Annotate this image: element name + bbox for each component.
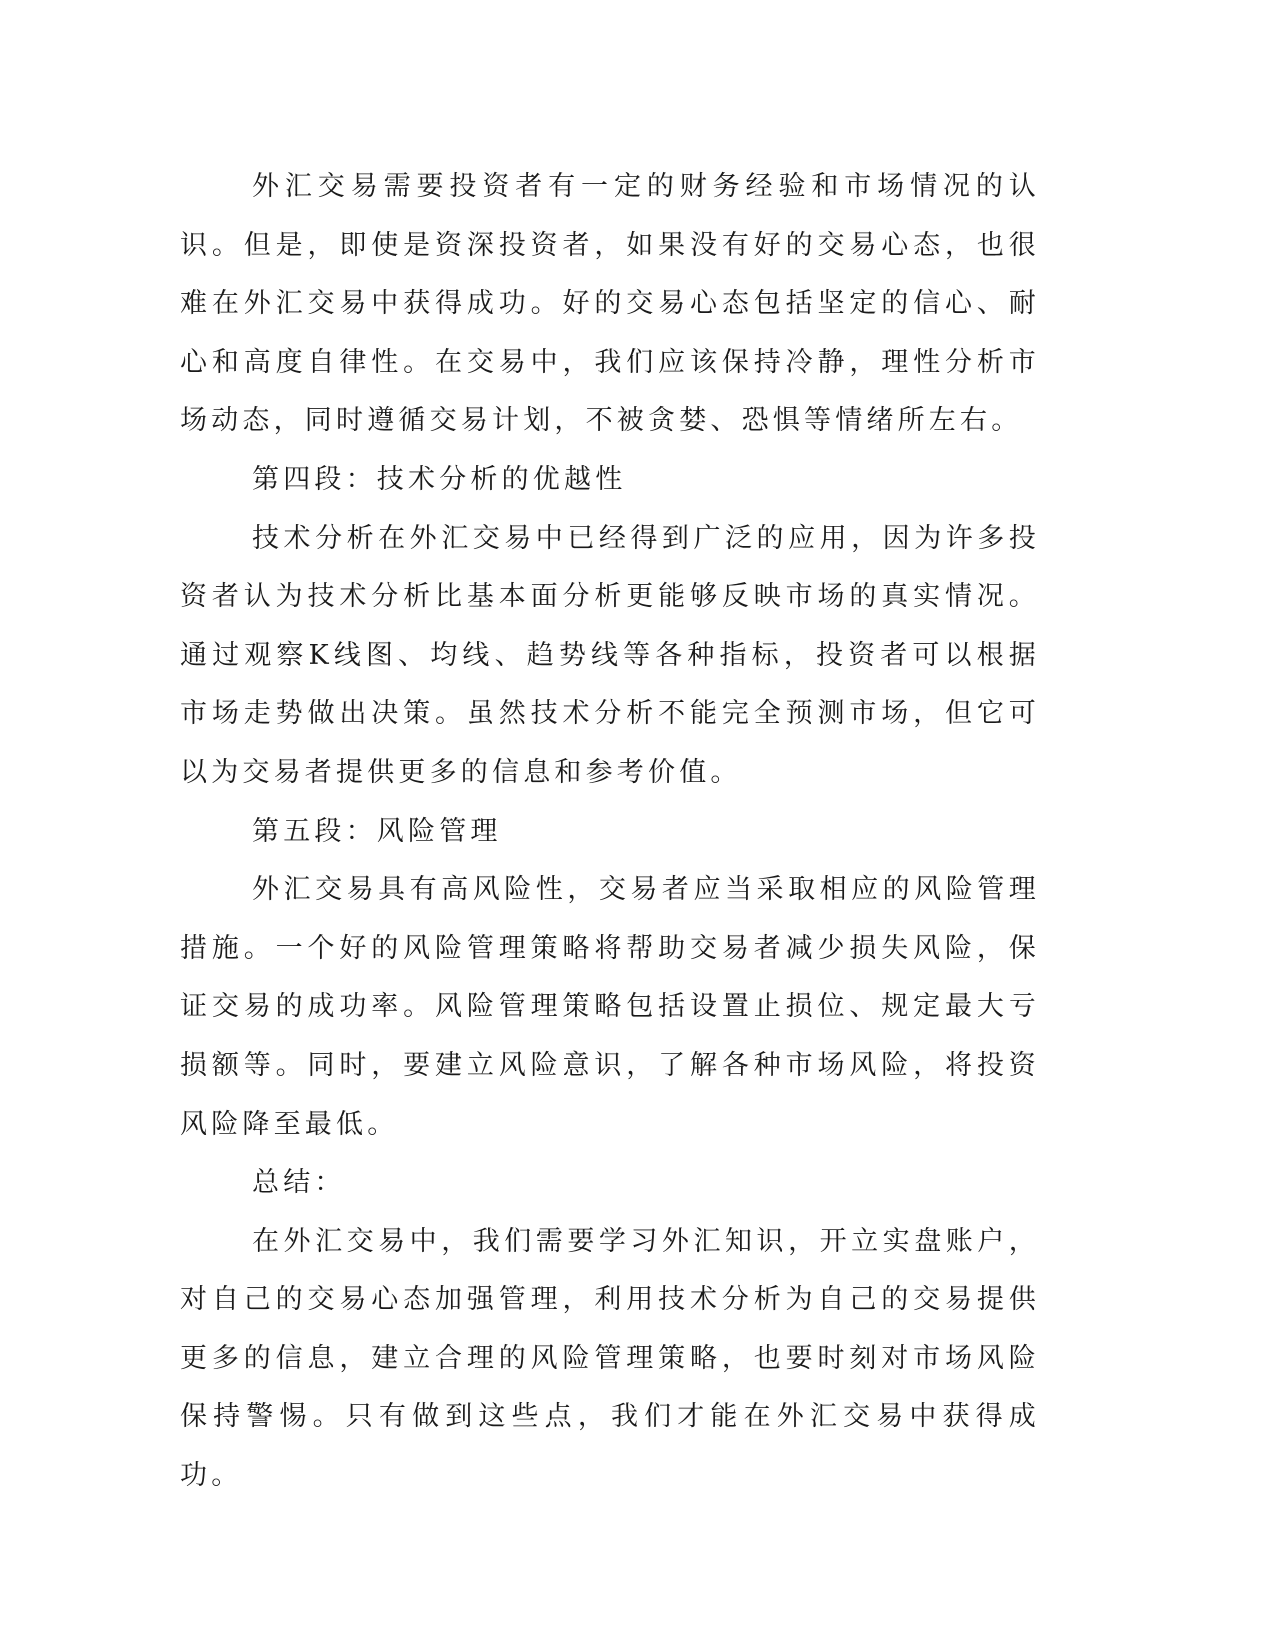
paragraph-trading-mindset: 外汇交易需要投资者有一定的财务经验和市场情况的认识。但是，即使是资深投资者，如果没有好的交易心态，也很难在外汇交易中获得成功。好的交易心态包括坚定的信心、耐心和高度自律性。在交易中，我们应该保持冷静，理性分析市场动态，同时遵循交易计划，不被贪婪、恐惧等情绪所左右。 bbox=[180, 171, 1040, 437]
section-heading-summary: 总结： bbox=[252, 1167, 346, 1199]
section-heading-technical-analysis: 第四段：技术分析的优越性 bbox=[252, 463, 627, 495]
paragraph-technical-analysis: 技术分析在外汇交易中已经得到广泛的应用，因为许多投资者认为技术分析比基本面分析更能够反映市场的真实情况。通过观察K线图、均线、趋势线等各种指标，投资者可以根据市场走势做出决策。虽然技术分析不能完全预测市场，但它可以为交易者提供更多的信息和参考价值。 bbox=[180, 522, 1040, 788]
paragraph-risk-management: 外汇交易具有高风险性，交易者应当采取相应的风险管理措施。一个好的风险管理策略将帮助交易者减少损失风险，保证交易的成功率。风险管理策略包括设置止损位、规定最大亏损额等。同时，要建立风险意识，了解各种市场风险，将投资风险降至最低。 bbox=[180, 874, 1040, 1140]
document-body bbox=[180, 158, 1040, 1506]
paragraph-summary: 在外汇交易中，我们需要学习外汇知识，开立实盘账户，对自己的交易心态加强管理，利用技术分析为自己的交易提供更多的信息，建立合理的风险管理策略，也要时刻对市场风险保持警惕。只有做到这些点，我们才能在外汇交易中获得成功。 bbox=[180, 1225, 1040, 1492]
section-heading-risk-management: 第五段：风险管理 bbox=[252, 815, 502, 847]
